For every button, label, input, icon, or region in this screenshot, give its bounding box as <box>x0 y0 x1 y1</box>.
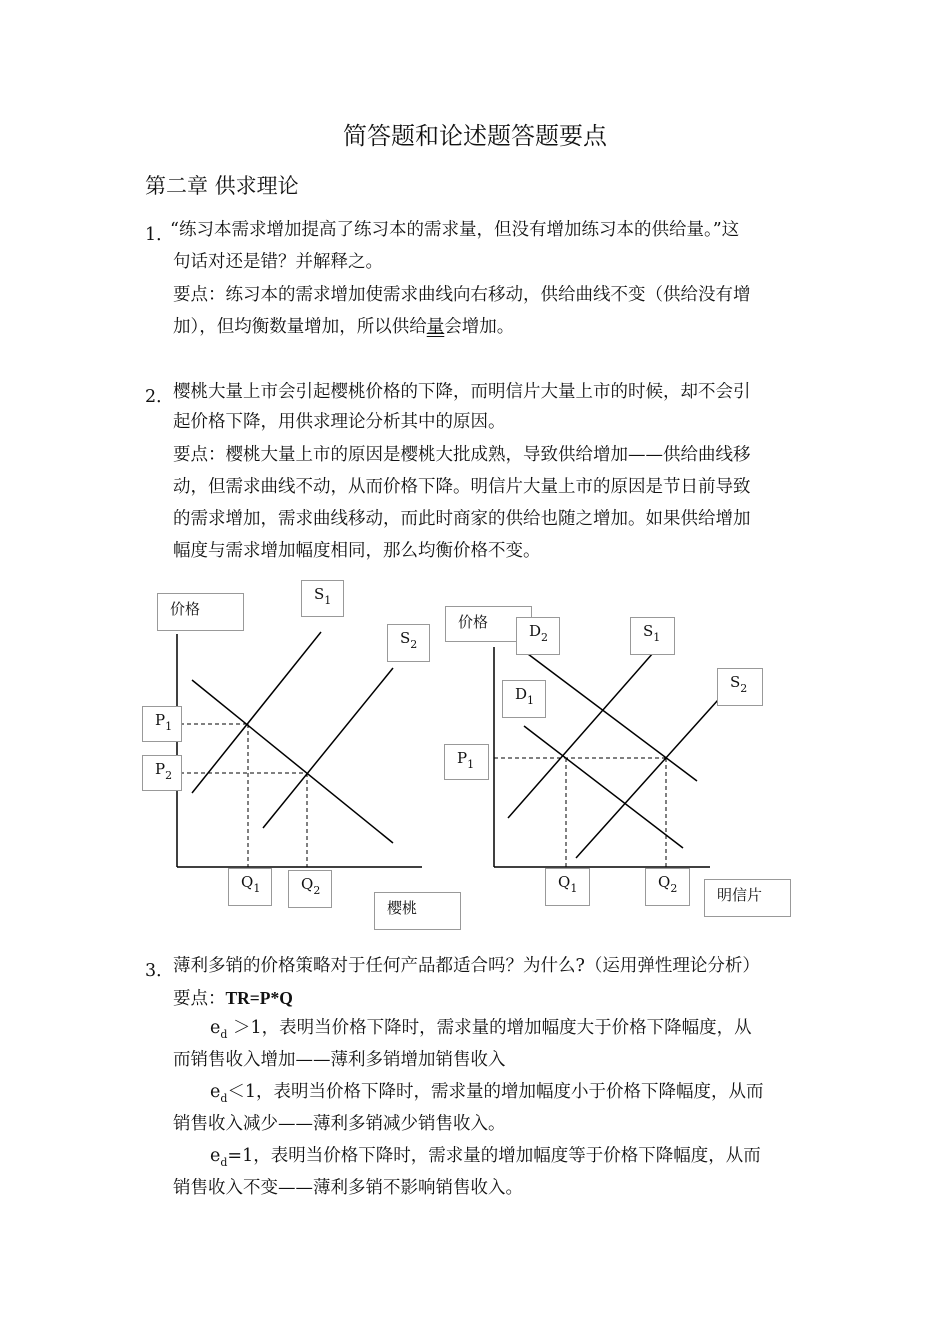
chart2-p1-label: $P_1$ <box>444 744 489 780</box>
chart1-p1-label: $P_1$ <box>142 706 182 742</box>
q3-case1-line: $e_d >1$，表明当价格下降时，需求量的增加幅度大于价格下降幅度，从 <box>210 1018 752 1041</box>
chart2-x-label: 明信片 <box>704 879 791 917</box>
q3-key-line: 要点：TR=P*Q <box>173 988 293 1009</box>
chart2-supply-s2 <box>576 700 718 858</box>
chart2-demand-d1 <box>524 726 683 848</box>
chart2-y-label: 价格 <box>445 606 532 642</box>
q2-answer-line: 动，但需求曲线不动，从而价格下降。明信片大量上市的原因是节日前导致 <box>173 477 751 497</box>
q2-line: 樱桃大量上市会引起樱桃价格的下降，而明信片大量上市的时候，却不会引 <box>173 382 751 402</box>
chart2-demand-d2 <box>520 648 697 781</box>
q1-line: 句话对还是错？并解释之。 <box>173 252 383 272</box>
chart1-q2-label: $Q_2$ <box>288 870 332 908</box>
chapter-heading: 第二章 供求理论 <box>145 174 299 198</box>
chart1-supply-s2 <box>263 668 393 828</box>
underlined-word: 量 <box>426 317 445 337</box>
chart2-d1-label: $D_1$ <box>502 680 546 718</box>
chart2-q1-label: $Q_1$ <box>545 868 590 906</box>
chart2-supply-s1 <box>508 653 653 818</box>
q2-line: 起价格下降，用供求理论分析其中的原因。 <box>173 412 506 432</box>
chart2-s2-label: $S_2$ <box>717 668 763 706</box>
chart1-p2-label: $P_2$ <box>142 755 182 791</box>
page-title: 简答题和论述题答题要点 <box>343 122 607 150</box>
q2-answer-line: 的需求增加，需求曲线移动，而此时商家的供给也随之增加。如果供给增加 <box>173 509 751 529</box>
q3-case1-line: 而销售收入增加——薄利多销增加销售收入 <box>173 1050 506 1070</box>
q3-case3-line: 销售收入不变——薄利多销不影响销售收入。 <box>173 1178 523 1198</box>
chart1-q1-label: $Q_1$ <box>228 868 272 906</box>
q3-line: 薄利多销的价格策略对于任何产品都适合吗？为什么?（运用弹性理论分析） <box>173 956 760 976</box>
q1-number: 1． <box>145 225 174 245</box>
chart1-x-label: 樱桃 <box>374 892 461 930</box>
chart2-s1-label: $S_1$ <box>630 617 675 655</box>
chart1-y-label: 价格 <box>157 593 244 631</box>
chart1-s1-label: $S_1$ <box>301 580 344 617</box>
q1-answer-line: 要点：练习本的需求增加使需求曲线向右移动，供给曲线不变（供给没有增 <box>173 285 751 305</box>
q1-answer-line: 加），但均衡数量增加，所以供给量会增加。 <box>173 317 515 337</box>
q2-number: 2． <box>145 387 174 407</box>
q3-case2-line: $e_d<1$，表明当价格下降时，需求量的增加幅度小于价格下降幅度，从而 <box>210 1082 764 1105</box>
q3-case3-line: $e_d=1$，表明当价格下降时，需求量的增加幅度等于价格下降幅度，从而 <box>210 1146 761 1169</box>
chart2-d2-label: $D_2$ <box>516 617 560 655</box>
q3-number: 3． <box>145 961 174 981</box>
chart2-q2-label: $Q_2$ <box>645 868 690 906</box>
q1-line: “练习本需求增加提高了练习本的需求量，但没有增加练习本的供给量。”这 <box>170 220 740 240</box>
q2-answer-line: 要点：樱桃大量上市的原因是樱桃大批成熟，导致供给增加——供给曲线移 <box>173 445 751 465</box>
q3-case2-line: 销售收入减少——薄利多销减少销售收入。 <box>173 1114 506 1134</box>
chart1-s2-label: $S_2$ <box>387 624 430 662</box>
q2-answer-line: 幅度与需求增加幅度相同，那么均衡价格不变。 <box>173 541 541 561</box>
formula: TR=P*Q <box>225 988 293 1008</box>
